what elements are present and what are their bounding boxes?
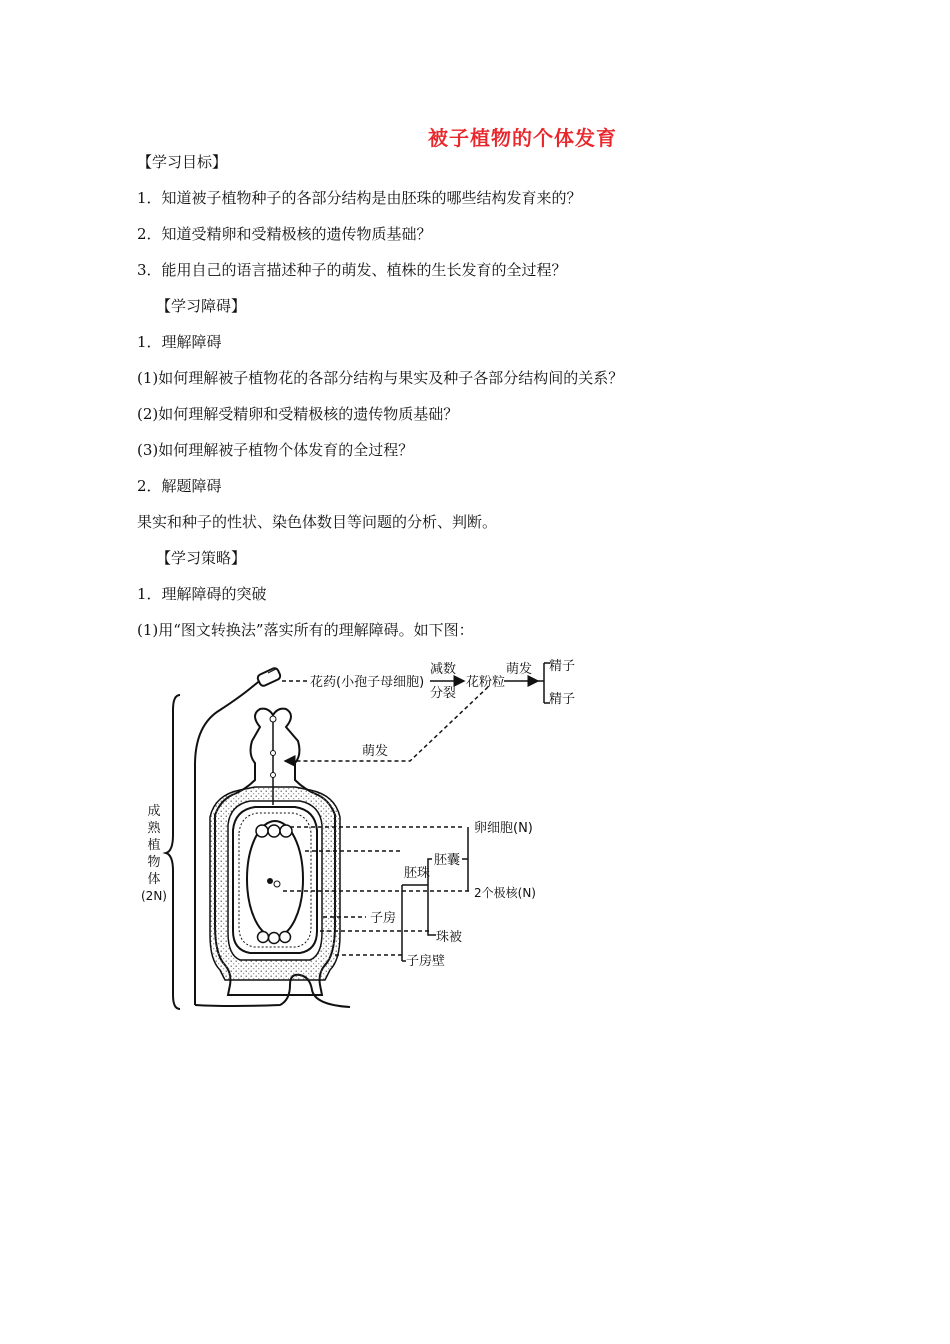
integument-label: 珠被 xyxy=(436,930,463,945)
germinate-mid-label: 萌发 xyxy=(362,744,389,759)
egg-cell-shape xyxy=(268,825,280,837)
anther-shape xyxy=(256,667,281,687)
synergid-left xyxy=(256,825,268,837)
flower-structure-diagram xyxy=(140,655,580,1015)
antipodal-1 xyxy=(258,932,269,943)
mature-plant-char-4: 物 xyxy=(147,855,161,870)
strategy-heading: 【学习策略】 xyxy=(156,549,247,567)
embryo-sac-label: 胚囊 xyxy=(434,853,461,868)
goal-3: 3．能用自己的语言描述种子的萌发、植株的生长发育的全过程？ xyxy=(137,261,567,279)
obstacle-1-2: (2)如何理解受精卵和受精极核的遗传物质基础？ xyxy=(137,405,459,423)
obstacle-1-3: (3)如何理解被子植物个体发育的全过程？ xyxy=(137,441,414,459)
embryo-sac-shape xyxy=(247,821,303,937)
anther-label: 花药(小孢子母细胞) xyxy=(310,675,425,690)
strategy-1-1: (1)用“图文转换法”落实所有的理解障碍。如下图： xyxy=(137,621,474,639)
page-title: 被子植物的个体发育 xyxy=(428,126,617,150)
meiosis-label-1: 减数 xyxy=(430,662,457,677)
antipodal-2 xyxy=(269,933,280,944)
obstacle-2-text: 果实和种子的性状、染色体数目等问题的分析、判断。 xyxy=(137,513,498,531)
obstacle-2: 2．解题障碍 xyxy=(137,477,222,495)
embryo-sac-bracket xyxy=(462,827,468,891)
sperm-2-label: 精子 xyxy=(549,692,576,707)
mature-plant-char-5: 体 xyxy=(147,872,161,887)
egg-cell-label: 卵细胞(N) xyxy=(474,821,533,836)
meiosis-label-2: 分裂 xyxy=(430,686,457,701)
strategy-1: 1．理解障碍的突破 xyxy=(137,585,267,603)
ploidy-label: (2N) xyxy=(141,889,167,903)
obstacles-heading: 【学习障碍】 xyxy=(156,297,247,315)
germinate-top-label: 萌发 xyxy=(506,662,533,677)
sperm-1-label: 精子 xyxy=(549,659,576,674)
obstacle-1-1: (1)如何理解被子植物花的各部分结构与果实及种子各部分结构间的关系？ xyxy=(137,369,624,387)
mature-plant-brace xyxy=(166,695,180,1009)
ovule-label: 胚珠 xyxy=(404,866,431,881)
polar-nucleus-2 xyxy=(274,881,280,887)
ovary-label: 子房 xyxy=(370,911,397,926)
antipodal-3 xyxy=(280,932,291,943)
goal-1: 1．知道被子植物种子的各部分结构是由胚珠的哪些结构发育来的？ xyxy=(137,189,582,207)
ovary-wall-label: 子房壁 xyxy=(406,954,446,969)
obstacle-1: 1．理解障碍 xyxy=(137,333,222,351)
goal-2: 2．知道受精卵和受精极核的遗传物质基础？ xyxy=(137,225,432,243)
mature-plant-char-3: 植 xyxy=(147,838,161,853)
pollen-label: 花粉粒 xyxy=(466,675,506,690)
polar-nuclei-label: 2个极核(N) xyxy=(474,886,536,900)
mature-plant-char-2: 熟 xyxy=(147,821,161,836)
mature-plant-char-1: 成 xyxy=(147,804,161,819)
polar-nucleus-1 xyxy=(267,878,273,884)
goals-heading: 【学习目标】 xyxy=(137,153,228,171)
